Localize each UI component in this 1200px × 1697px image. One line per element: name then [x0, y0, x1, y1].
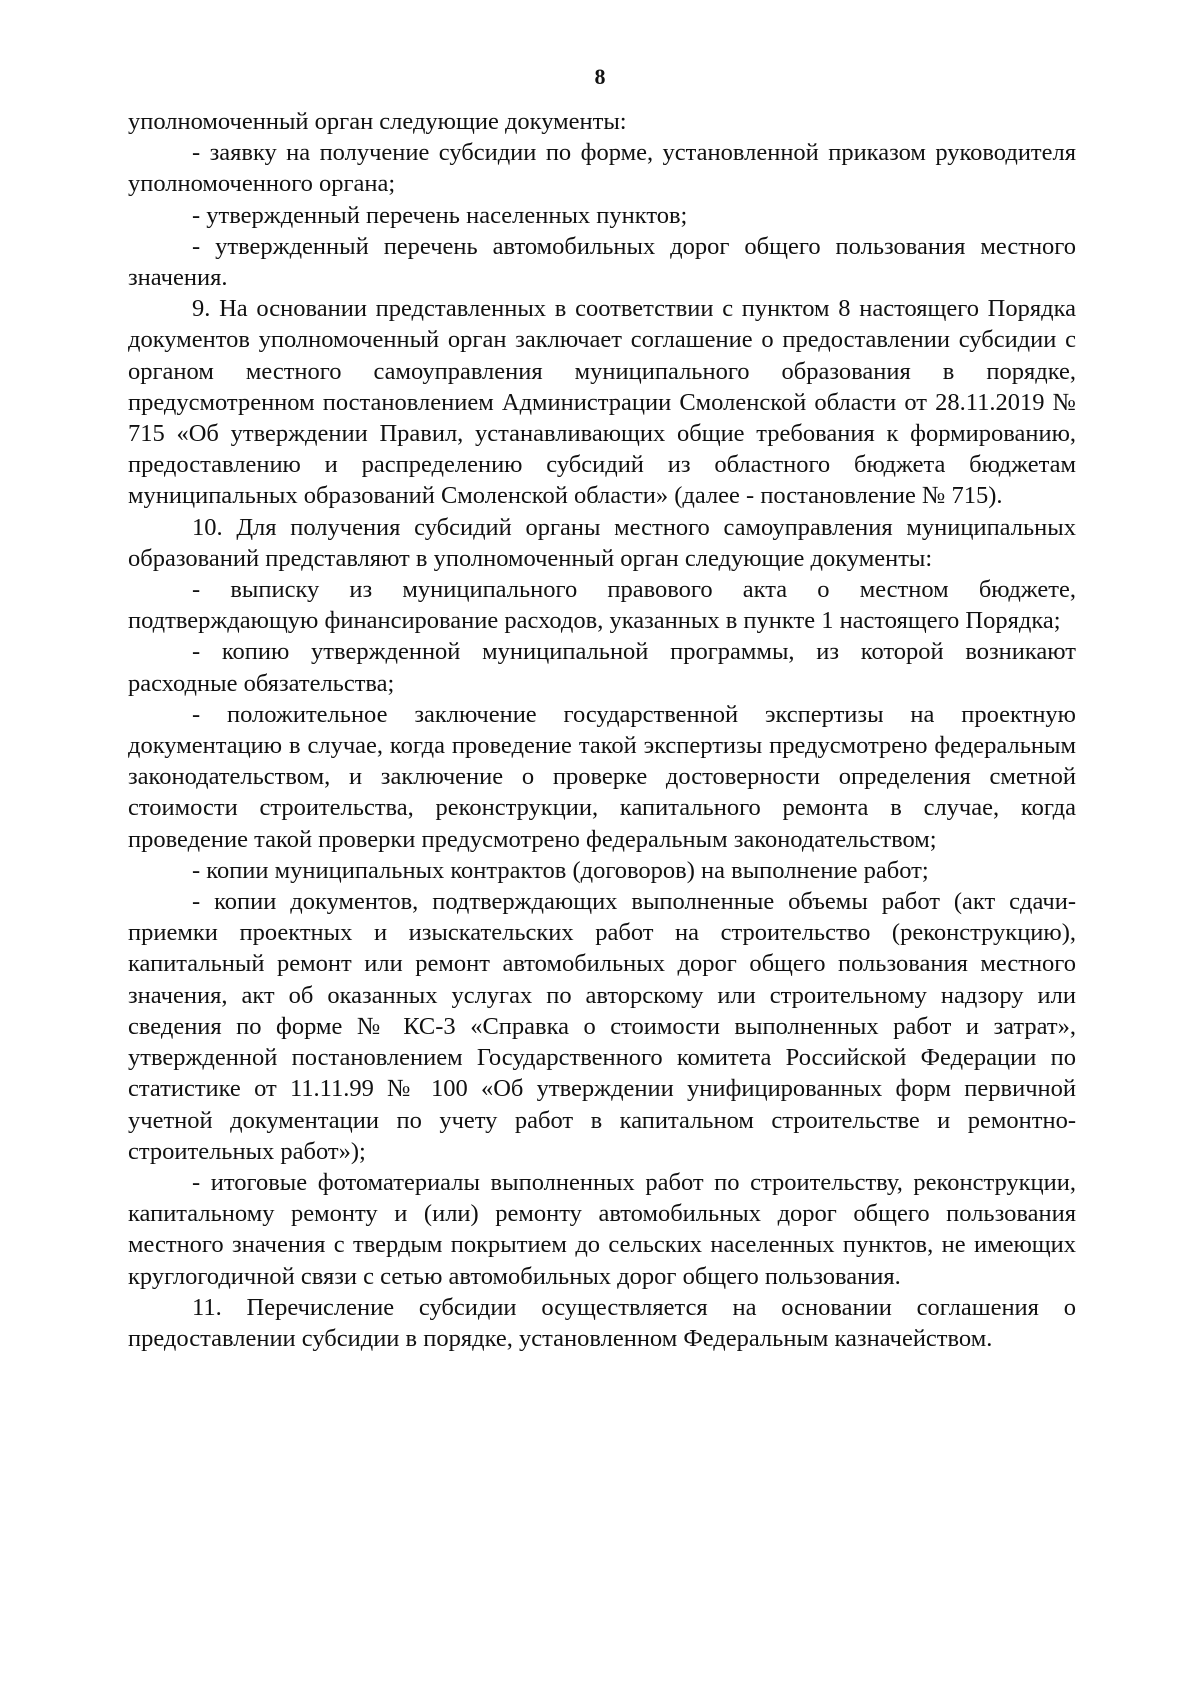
list-item-photos: - итоговые фотоматериалы выполненных работ по строительству, реконструкции, капитальному ремонту и (или) ремонту автомобильных дорог общего пользования местного значения с твердым покрытием до сельских населенных пунктов, не имеющих круглогодичной связи с сетью автомобильных дорог общего пользования.: [128, 1168, 1076, 1290]
paragraph-10: 10. Для получения субсидий органы местного самоуправления муниципальных образований представляют в уполномоченный орган следующие документы:: [128, 513, 1076, 572]
list-item-expertise: - положительное заключение государственной экспертизы на проектную документацию в случае, когда проведение такой экспертизы предусмотрено федеральным законодательством, и заключение о проверке достоверности определения сметной стоимости строительства, реконструкции, капитального ремонта в случае, когда проведение такой проверки предусмотрено федеральным законодательством;: [128, 700, 1076, 853]
list-item-work-documents: - копии документов, подтверждающих выполненные объемы работ (акт сдачи-приемки проектных и изыскательских работ на строительство (реконструкцию), капитальный ремонт или ремонт автомобильных дорог общего пользования местного значения, акт об оказанных услугах по авторскому или строительному надзору или сведения по форме № КС-3 «Справка о стоимости выполненных работ и затрат», утвержденной постановлением Государственного комитета Российской Федерации по статистике от 11.11.99 № 100 «Об утверждении унифицированных форм первичной учетной документации по учету работ в капитальном строительстве и ремонтно-строительных работ»);: [128, 888, 1076, 1165]
list-item-program-copy: - копию утвержденной муниципальной программы, из которой возникают расходные обязательства;: [128, 638, 1076, 697]
page-number: 8: [594, 64, 606, 89]
list-item-budget-extract: - выписку из муниципального правового акта о местном бюджете, подтверждающую финансирование расходов, указанных в пункте 1 настоящего Порядка;: [128, 576, 1076, 635]
document-body: [128, 106, 1076, 1354]
list-item-settlements: - утвержденный перечень населенных пунктов;: [192, 201, 688, 229]
list-item-application: - заявку на получение субсидии по форме, установленной приказом руководителя уполномоченного органа;: [128, 139, 1076, 198]
paragraph-continuation: уполномоченный орган следующие документы:: [128, 108, 627, 135]
paragraph-9: 9. На основании представленных в соответствии с пунктом 8 настоящего Порядка документов уполномоченный орган заключает соглашение о предоставлении субсидии с органом местного самоуправления муниципального образования в порядке, предусмотренном постановлением Администрации Смоленской области от 28.11.2019 № 715 «Об утверждении Правил, устанавливающих общие требования к формированию, предоставлению и распределению субсидий из областного бюджета бюджетам муниципальных образований Смоленской области» (далее - постановление № 715).: [128, 295, 1076, 510]
list-item-contracts: - копии муниципальных контрактов (договоров) на выполнение работ;: [192, 856, 929, 884]
paragraph-11: 11. Перечисление субсидии осуществляется на основании соглашения о предоставлении субсидии в порядке, установленном Федеральным казначейством.: [128, 1293, 1076, 1352]
list-item-roads: - утвержденный перечень автомобильных дорог общего пользования местного значения.: [128, 232, 1076, 292]
